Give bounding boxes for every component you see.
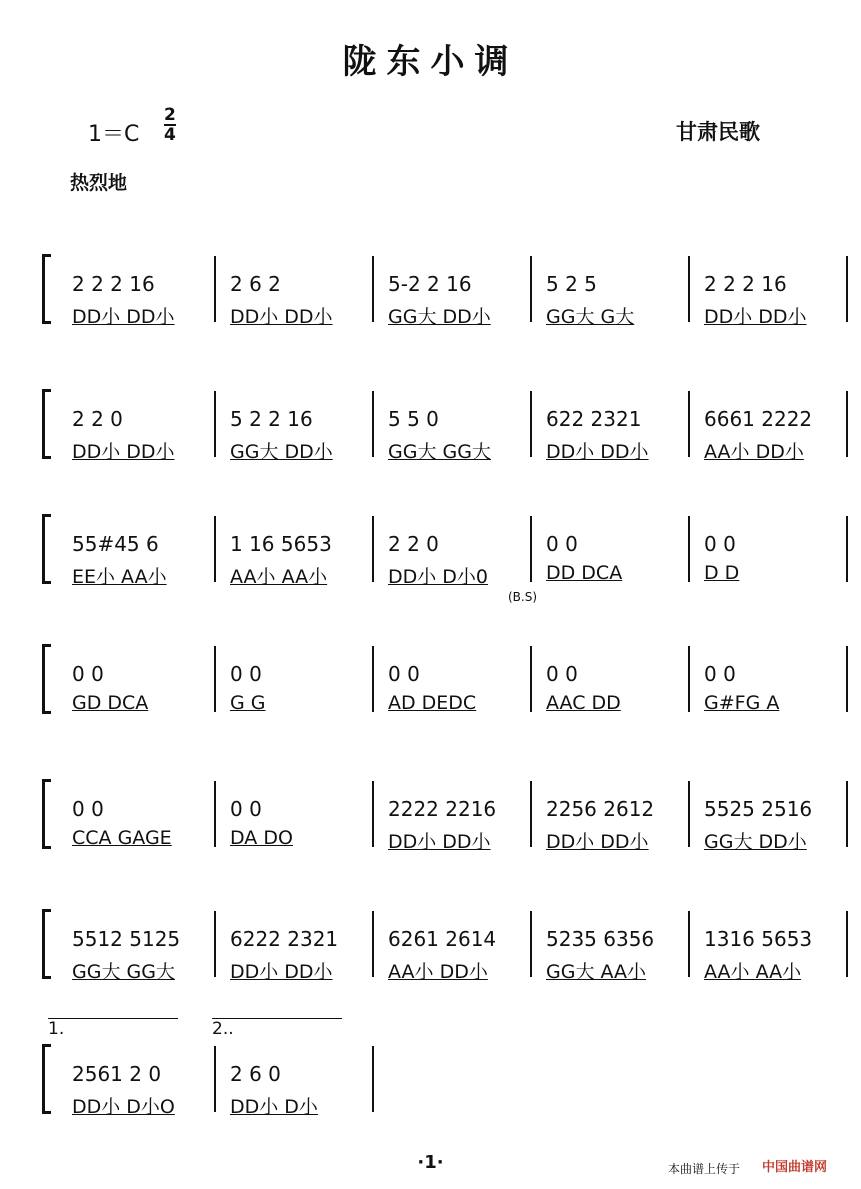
bowing-notes: GG大 AA小 [546,961,647,983]
bowing-notes: DA DO [230,827,293,849]
melody-notes: 0 0 [546,532,578,556]
bowing-notes: DD小 DD小 [230,306,333,328]
measure [534,250,692,340]
volta-1: 1. [48,1018,178,1039]
melody-notes: 5 5 0 [388,407,439,431]
bowing-notes: DD小 DD小 [704,306,807,328]
bowing-notes: DD小 DD小 [546,441,649,463]
measure [60,775,218,865]
system-bracket [42,1044,51,1114]
barline [688,516,690,582]
measure [534,385,692,475]
bowing-notes: DD小 DD小 [230,961,333,983]
measure [692,905,850,995]
melody-notes: 2 6 2 [230,272,281,296]
barline [688,256,690,322]
melody-notes: 2 6 0 [230,1062,281,1086]
measure [376,905,534,995]
melody-notes: 2 2 0 [388,532,439,556]
score-system [42,775,832,865]
melody-notes: 0 0 [546,662,578,686]
barline [688,911,690,977]
barline [372,781,374,847]
melody-notes: 0 0 [72,797,104,821]
bowing-notes: AA小 AA小 [230,566,328,588]
measure [60,385,218,475]
melody-notes: 1316 5653 [704,927,813,951]
barline [214,911,216,977]
melody-notes: 5525 2516 [704,797,813,821]
score-system [42,905,832,995]
melody-notes: 622 2321 [546,407,642,431]
melody-notes: 5235 6356 [546,927,655,951]
barline [846,646,848,712]
bowing-notes: DD小 DD小 [72,441,175,463]
measure [218,385,376,475]
barline [846,256,848,322]
bowing-notes: AA小 AA小 [704,961,802,983]
measure [692,250,850,340]
melody-notes: 6261 2614 [388,927,497,951]
system-bracket [42,514,51,584]
melody-notes: 0 0 [704,662,736,686]
measure [218,775,376,865]
bowing-notes: GG大 G大 [546,306,635,328]
volta-2: 2.. [212,1018,342,1039]
bowing-notes: DD小 D小O [72,1096,175,1118]
time-signature [164,106,176,144]
composer: 甘肃民歌 [676,120,760,144]
measure [218,905,376,995]
page-number: ·1· [417,1152,444,1173]
barline [214,256,216,322]
measure [534,510,692,600]
site-logo: 中国曲谱网 [762,1160,828,1175]
melody-notes: 5 2 2 16 [230,407,313,431]
measure [60,905,218,995]
melody-notes: 2 2 2 16 [704,272,787,296]
barline [530,646,532,712]
bowing-notes: GG大 DD小 [388,306,491,328]
measure [692,510,850,600]
barline [688,646,690,712]
barline [214,516,216,582]
system-bracket [42,389,51,459]
melody-notes: 6661 2222 [704,407,813,431]
measure [60,1040,218,1130]
barline [214,781,216,847]
measure [376,250,534,340]
score-system [42,510,832,600]
measure [218,1040,376,1130]
barline [688,391,690,457]
system-bracket [42,909,51,979]
melody-notes: 2561 2 0 [72,1062,162,1086]
measure [376,775,534,865]
barline [372,256,374,322]
bowing-notes: GG大 GG大 [72,961,175,983]
barline [214,646,216,712]
barline [214,391,216,457]
melody-notes: 2 2 2 16 [72,272,155,296]
measure [692,775,850,865]
bowing-notes: G#FG A [704,692,780,714]
measure [60,250,218,340]
barline [530,781,532,847]
barline [846,391,848,457]
melody-notes: 2 2 0 [72,407,123,431]
song-title: 陇东小调 [342,42,519,82]
system-bracket [42,779,51,849]
measure [218,510,376,600]
melody-notes: 2222 2216 [388,797,497,821]
key-signature: 1＝C [88,122,140,147]
upload-credit: 本曲谱上传于 [668,1162,741,1176]
tempo-marking: 热烈地 [70,172,128,194]
bowing-notes: DD小 DD小 [72,306,175,328]
measure [376,510,534,600]
barline [846,516,848,582]
score-system [42,250,832,340]
melody-notes: 0 0 [230,662,262,686]
melody-notes: 0 0 [230,797,262,821]
barline [846,911,848,977]
bowing-notes: GD DCA [72,692,149,714]
bowing-notes: CCA GAGE [72,827,172,849]
barline [372,516,374,582]
system-bracket [42,254,51,324]
measure [218,250,376,340]
measure [60,510,218,600]
melody-notes: 0 0 [72,662,104,686]
bowing-notes: DD小 D小0 [388,566,489,588]
bowing-notes: AD DEDC [388,692,477,714]
barline [530,256,532,322]
score-system [42,1040,832,1130]
score-system [42,385,832,475]
measure [60,640,218,730]
melody-notes: 1 16 5653 [230,532,332,556]
bs-marking: (B.S) [508,590,538,604]
measure [692,640,850,730]
bowing-notes: AAC DD [546,692,621,714]
barline [372,646,374,712]
barline [372,911,374,977]
melody-notes: 6222 2321 [230,927,339,951]
bowing-notes: DD小 DD小 [388,831,491,853]
measure [376,640,534,730]
barline [688,781,690,847]
barline [214,1046,216,1112]
melody-notes: 5 2 5 [546,272,597,296]
bowing-notes: G G [230,692,266,714]
measure [692,385,850,475]
melody-notes: 2256 2612 [546,797,655,821]
measure [376,385,534,475]
score-system [42,640,832,730]
barline [530,391,532,457]
bowing-notes: AA小 DD小 [388,961,488,983]
melody-notes: 0 0 [704,532,736,556]
barline [372,1046,374,1112]
barline [372,391,374,457]
bowing-notes: DD小 DD小 [546,831,649,853]
barline [530,911,532,977]
measure [534,905,692,995]
melody-notes: 5-2 2 16 [388,272,472,296]
bowing-notes: GG大 DD小 [704,831,807,853]
melody-notes: 0 0 [388,662,420,686]
barline [530,516,532,582]
bowing-notes: DD DCA [546,562,623,584]
measure [534,775,692,865]
melody-notes: 55#45 6 [72,532,159,556]
system-bracket [42,644,51,714]
meter-bottom: 4 [164,125,176,145]
bowing-notes: DD小 D小 [230,1096,318,1118]
bowing-notes: D D [704,562,740,584]
melody-notes: 5512 5125 [72,927,181,951]
bowing-notes: GG大 GG大 [388,441,491,463]
meter-top: 2 [164,105,176,125]
measure [534,640,692,730]
barline [846,781,848,847]
bowing-notes: AA小 DD小 [704,441,804,463]
measure [218,640,376,730]
bowing-notes: GG大 DD小 [230,441,333,463]
bowing-notes: EE小 AA小 [72,566,167,588]
